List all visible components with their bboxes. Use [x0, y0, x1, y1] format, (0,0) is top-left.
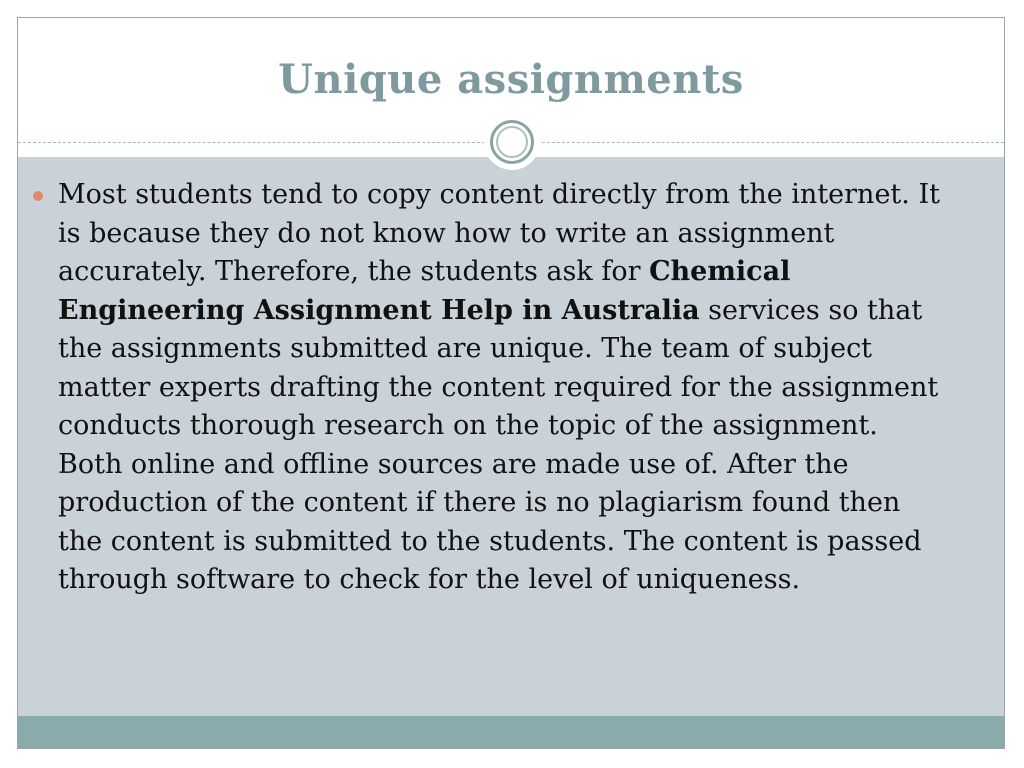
footer-band: [18, 716, 1004, 749]
bullet-text-after: services so that the assignments submitted are unique. The team of subject matter experts drafting the content required for the assignment conducts thorough research on the topic of the assignment. Both online and offline sources are made use of. After the production of the content if there is no plagiarism found then the content is submitted to the students. The content is passed through software to check for the level of uniqueness.: [58, 294, 939, 595]
bullet-item: [30, 176, 945, 600]
slide-title: Unique assignments: [278, 56, 744, 103]
bullet-list: [30, 176, 945, 600]
bullet-bold-phrase: Chemical Engineering Assignment Help in Australia: [58, 256, 791, 326]
bullet-dot-icon: [33, 191, 43, 201]
ornament-inner-ring: [496, 126, 528, 158]
bullet-text-before: Most students tend to copy content directly from the internet. It is because they do not know how to write an assignment accurately. Therefore, the students ask for: [58, 179, 940, 287]
circle-ornament-icon: [484, 114, 540, 170]
